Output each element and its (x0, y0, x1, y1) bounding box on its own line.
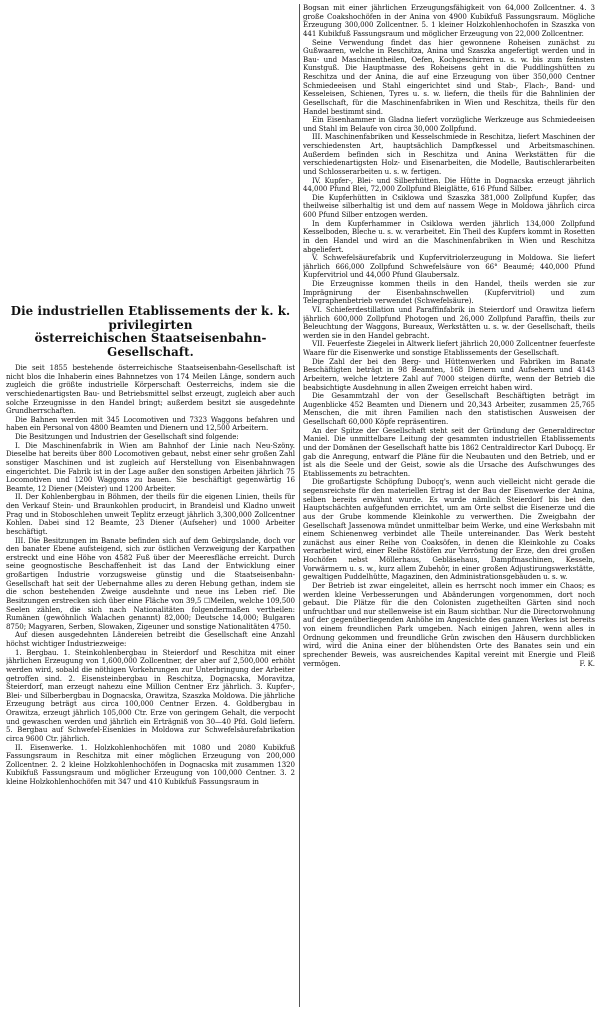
article-title (6, 305, 295, 359)
right-column (303, 4, 595, 1008)
author-signature: F. K. (579, 658, 595, 668)
article-title-line-2: österreichischen Staatseisenbahn-Gesellschaft. (34, 331, 267, 359)
paragraph: In dem Kupferhammer in Csiklowa werden jährlich 134,000 Zollpfund Kesselboden, Bleche u. s. w. verarbeitet. Ein Theil des Kupfers kommt in Rosetten in den Handel und wird an die Maschinenfabriken in Wien und Reschitza abgeliefert. (303, 218, 595, 254)
paragraph: Die Erzeugnisse kommen theils in den Handel, theils werden sie zur Imprägnirung der Eisenbahnschwellen (Kupfervitriol) und zum Telegraphenbetrieb verwendet (Schwefelsäure). (303, 279, 595, 306)
paragraph: IV. Kupfer-, Blei- und Silberhütten. Die Hütte in Dognacska erzeugt jährlich 44,000 Pfund Blei, 72,000 Zollpfund Bleiglätte, 616 Pfund Silber. (303, 175, 595, 194)
paragraph: III. Maschinenfabriken und Kesselschmiede in Reschitza, liefert Maschinen der verschiedensten Art, hauptsächlich Dampfkessel und Arbeitsmaschinen. Außerdem befinden sich in Reschitza und Anina Werkstätten für die verschiedenartigsten Holz- und Eisenarbeiten, die Modelle, Bautischlerarbeiten und Schlosserarbeiten u. s. w. fertigen. (303, 132, 595, 176)
paragraph: II. Der Kohlenbergbau in Böhmen, der theils für die eigenen Linien, theils für den Verkauf Stein- und Braunkohlen producirt, in Brandeisl und Kladno unweit Prag und in Stoboschlehen unweit Teplitz erzeugt jährlich 3,300,000 Zollcentner Kohlen. Dabei sind 12 Beamte, 23 Diener (Aufseher) und 1000 Arbeiter beschäftigt. (6, 492, 295, 536)
paragraph: Die Kupferhütten in Csiklowa und Szaszka 381,000 Zollpfund Kupfer, das theilweise silberhaltig ist und dem auf nassem Wege in Moldowa jährlich circa 600 Pfund Silber entzogen werden. (303, 192, 595, 219)
paragraph: Die Bahnen werden mit 345 Locomotiven und 7323 Waggons befahren und haben ein Personal von 4800 Beamten und Dienern und 12,500 Arbeitern. (6, 414, 295, 433)
paragraph: Auf diesen ausgedehnten Ländereien betreibt die Gesellschaft eine Anzahl höchst wichtiger Industriezweige: (6, 630, 295, 648)
paragraph-text: Der Betrieb ist zwar eingeleitet, allein es herrscht noch immer ein Chaos; es werden kleine Verbesserungen und Abänderungen vorgenommen, dort noch gebaut. Die Plätze für die den Colonisten zugetheilten Gärten sind noch unfruchtbar und nur stellenweise ist ein Baum sichtbar. Nur die Directorwohnung auf der gegenüberliegenden Anhöhe im Angesichte des ganzen Werkes ist bereits von einem freundlichen Park umgeben. Nach einigen Jahren, wenn alles in Ordnung gekommen und freundliche Grün zwischen den Häusern durchblicken wird, wird die Anina einer der blühendsten Orte des Banates sein und ein sprechender Beweis, was ausreichendes Kapital vereint mit Energie und Fleiß vermögen. (303, 580, 595, 668)
left-column (6, 305, 295, 1008)
paragraph: An der Spitze der Gesellschaft steht seit der Gründung der Generaldirector Maniel. Die unmittelbare Leitung der gesammten industriellen Etablissements und der Domänen der Gesellschaft hatte bis 1862 Centraldirector Karl Duboçq. Er gab die Anregung, entwarf die Pläne für die Neubauten und den Betrieb, und er ist als die Seele und der Geist, sowie als die Ursache des Aufschwunges des Etablissements zu betrachten. (303, 425, 595, 478)
paragraph: Die Zahl der bei den Berg- und Hüttenwerken und Fabriken im Banate Beschäftigten beträgt in 98 Beamten, 168 Dienern und Aufsehern und 4143 Arbeitern, welche letztere Zahl auf 7000 steigen dürfte, wenn der Betrieb die beabsichtigte Ausdehnung in allen Zweigen erreicht haben wird. (303, 356, 595, 392)
paragraph: Ein Eisenhammer in Gladna liefert vorzügliche Werkzeuge aus Schmiedeeisen und Stahl im Belaufe von circa 30,000 Zollpfund. (303, 115, 595, 133)
paragraph: VII. Feuerfeste Ziegelei in Altwerk liefert jährlich 20,000 Zollcentner feuerfeste Waare für die Eisenwerke und sonstige Etablissements der Gesellschaft. (303, 339, 595, 357)
paragraph: Die seit 1855 bestehende österreichische Staatseisenbahn-Gesellschaft ist nicht blos die Inhaberin eines Bahnnetzes von 174 Meilen Länge, sondern auch zugleich die größte industrielle Körperschaft Oesterreichs, indem sie die verschiedenartigsten Bau- und Betriebsmittel selbst erzeugt, zugleich aber auch solche Erzeugnisse in den Handel bringt; außerdem besitzt sie ausgedehnte Grundherrschaften. (6, 363, 295, 416)
paragraph (303, 582, 595, 668)
paragraph: Die großartigste Schöpfung Duboçq's, wenn auch vielleicht nicht gerade die segensreichste für den materiellen Ertrag ist der Bau der Eisenwerke der Anina, selben bereits erwähnt wurde. Es wurde nämlich Steierdorf bis bei den Hauptschächten aufgefunden errichtet, um am Orte selbst die Eisenerze und die aus der Grube kommende Kleinkohle zu verwerthen. Die Zweigbahn der Gesellschaft Jassenowa mündet unmittelbar beim Werke, und eine Werksbahn mit einem Schienenweg verbindet alle Theile untereinander. Das Werk besteht zunächst aus einer Reihe von Coaksöfen, in denen die Kleinkohle zu Coaks verarbeitet wird, einer Reihe Röstöfen zur Verröstung der Erze, den drei großen Hochöfen nebst Möllerhaus, Gebläsehaus, Dampfmaschinen, Kesseln, Vorwärmern u. s. w., kurz allem Zubehör, in einer großen Adjustirungswerkstätte, gewaltigen Puddelhütte, Magazinen, den Administrationsgebäuden u. s. w. (303, 477, 595, 582)
paragraph: Die Gesammtzahl der von der Gesellschaft Beschäftigten beträgt im Augenblicke 452 Beamten und Dienern und 20,343 Arbeiter, zusammen 25,765 Menschen, die mit ihren Familien nach den statistischen Ausweisen der Gesellschaft 60,000 Köpfe repräsentiren. (303, 391, 595, 426)
paragraph: Bogsan mit einer jährlichen Erzeugungsfähigkeit von 64,000 Zollcentner. 4. 3 große Coakshochöfen in der Anina von 4900 Kubikfuß Fassungsraum. Mögliche Erzeugung 300,000 Zollcentner. 5. 1 kleiner Holzkohlenhochofen in Szaszka von 441 Kubikfuß Fassungsraum und möglicher Erzeugung von 22,000 Zollcentner. (303, 4, 595, 38)
paragraph: II. Eisenwerke. 1. Holzkohlenhochöfen mit 1080 und 2080 Kubikfuß Fassungsraum in Reschitza mit einer möglichen Erzeugung von 200,000 Zollcentner. 2. 2 kleine Holzkohlenhochöfen in Dognacska mit zusammen 1320 Kubikfuß Fassungsraum und möglicher Erzeugung von 100,000 Centner. 3. 2 kleine Holzkohlenhochöfen mit 347 und 410 Kubikfuß Fassungsraum in (6, 742, 295, 786)
column-divider (299, 4, 300, 1007)
paragraph: VI. Schieferdestillation und Paraffinfabrik in Steierdorf und Orawitza liefern jährlich 600,000 Zollpfund Photogen und 26,000 Zollpfund Paraffin, theils zur Beleuchtung der Waggons, Bureaux, Werkstätten u. s. w. der Gesellschaft, theils werden sie in den Handel gebracht. (303, 304, 595, 340)
paragraph: V. Schwefelsäurefabrik und Kupfervitriolerzeugung in Moldowa. Sie liefert jährlich 666,000 Zollpfund Schwefelsäure von 66° Beaumé; 440,000 Pfund Kupfervitriol und 44,000 Pfund Glaubersalz. (303, 253, 595, 280)
paragraph: I. Die Maschinenfabrik in Wien am Bahnhof der Linie nach Neu-Szöny. Dieselbe hat bereits über 800 Locomotiven gebaut, nebst einer sehr großen Zahl sonstiger Maschinen und ist zugleich auf Herstellung von Eisenbahnwagen eingerichtet. Die Fabrik ist in der Lage außer den sonstigen Arbeiten jährlich 75 Locomotiven und 1200 Waggons zu bauen. Sie beschäftigt gegenwärtig 16 Beamte, 12 Diener (Meister) und 1200 Arbeiter. (6, 440, 295, 493)
paragraph: 1. Bergbau. 1. Steinkohlenbergbau in Steierdorf und Reschitza mit einer jährlichen Erzeugung von 1,600,000 Zollcentner, der aber auf 2,500,000 erhöht werden wird, sobald die nöthigen Vorkehrungen zur Unterbringung der Arbeiter getroffen sind. 2. Eisensteinbergbau in Reschitza, Dognacska, Moravitza, Steierdorf, man erzeugt nahezu eine Million Centner Erz jährlich. 3. Kupfer-, Blei- und Silberbergbau in Dognacska, Orawitza, Szaszka Moldowa. Die jährliche Erzeugung beträgt aus circa 100,000 Centner Erzen. 4. Goldbergbau in Orawitza, erzeugt jährlich 105,000 Ctr. Erze von geringem Gehalt, die verpocht und gewaschen werden und jährlich ein Erträgniß von 30—40 Pfd. Gold liefern. 5. Bergbau auf Schwefel-Eisenkies in Moldowa zur Schwefelsäurefabrikation circa 9600 Ctr. jährlich. (6, 647, 295, 743)
paragraph: Seine Verwendung findet das hier gewonnene Roheisen zunächst zu Gußwaaren, welche in Reschitza, Anina und Szaszka angefertigt werden und in Bau- und Maschinentheilen, Oefen, Kochgeschirren u. s. w. bis zum feinsten Kunstguß. Die Hauptmasse des Roheisens geht in die Puddlingshütten zu Reschitza und der Anina, die auf eine Erzeugung von über 350,000 Centner Schmiedeeisen und Stahl eingerichtet sind und Stab-, Flach-, Band- und Kesseleisen, Schienen, Tyres u. s. w. liefern, die theils für die Bahnlinien der Gesellschaft, für die Maschinenfabriken in Wien und Reschitza, theils für den Handel bestimmt sind. (303, 37, 595, 116)
paragraph: III. Die Besitzungen im Banate befinden sich auf dem Gebirgslande, doch vor den banater Ebene aufsteigend, sich zur östlichen Verzweigung der Karpathen erstreckt und eine Höhe von 4582 Fuß über der Meeresfläche erreicht. Durch seine geognostische Beschaffenheit ist das Land der Entwicklung einer großartigen Industrie vorzugsweise günstig und die Staatseisenbahn-Gesellschaft hat seit der Uebernahme alles zu deren Hebung gethan, indem sie die schon bestehenden Zweige ausdehnte und neue ins Leben rief. Die Besitzungen erstrecken sich über eine Fläche von 39,5 ☐Meilen, welche 109,500 Seelen zählen, die sich nach Nationalitäten folgendermaßen vertheilen: Rumänen (gewöhnlich Walachen genannt) 82,000; Deutsche 14,000; Bulgaren 8750; Magyaren, Serben, Slowaken, Zigeuner und sonstige Nationalitäten 4750. (6, 535, 295, 631)
article-title-line-1: Die industriellen Etablissements der k. k. privilegirten (10, 305, 291, 332)
paragraph: Die Besitzungen und Industrien der Gesellschaft sind folgende: (15, 432, 239, 441)
